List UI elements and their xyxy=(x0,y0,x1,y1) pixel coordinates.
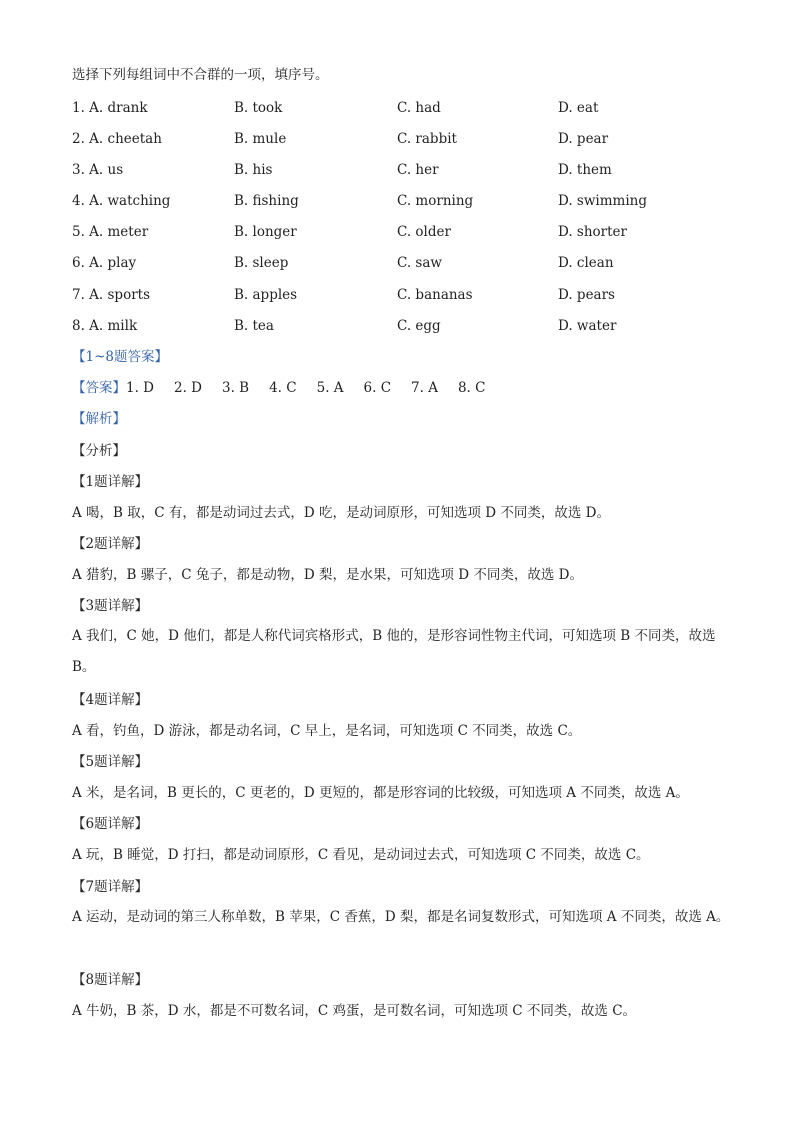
option-c: C. rabbit xyxy=(397,131,457,147)
detail-title: 【6题详解】 xyxy=(72,816,149,832)
option-d: D. shorter xyxy=(558,224,627,240)
answer-label: 【答案】 xyxy=(72,380,126,396)
option-a: 6. A. play xyxy=(72,255,137,271)
option-c: C. older xyxy=(397,224,451,240)
option-a: 7. A. sports xyxy=(72,287,151,303)
option-c: C. egg xyxy=(397,318,441,334)
option-b: B. took xyxy=(234,100,283,116)
option-c: C. morning xyxy=(397,193,474,209)
detail-text: A 我们，C 她，D 他们，都是人称代词宾格形式，B 他的，是形容词性物主代词，可知选项 B 不同类，故选 B。 xyxy=(72,628,716,675)
option-b: B. mule xyxy=(234,131,287,147)
option-a: 8. A. milk xyxy=(72,318,138,334)
detail-text: A 牛奶，B 茶，D 水，都是不可数名词，C 鸡蛋，是可数名词，可知选项 C 不同类，故选 C。 xyxy=(72,1003,637,1019)
answer-item: 4. C xyxy=(269,380,297,396)
detail-title: 【5题详解】 xyxy=(72,754,149,770)
option-d: D. eat xyxy=(558,100,599,116)
detail-text: A 米，是名词，B 更长的，C 更老的，D 更短的，都是形容词的比较级，可知选项 A 不同类，故选 A。 xyxy=(72,785,689,801)
detail-title: 【8题详解】 xyxy=(72,972,149,988)
option-a: 2. A. cheetah xyxy=(72,131,162,147)
answer-item: 8. C xyxy=(457,380,486,396)
answer-header: 【1~8题答案】 xyxy=(72,349,168,365)
option-b: B. apples xyxy=(234,287,298,303)
detail-title: 【1题详解】 xyxy=(72,474,149,490)
answer-item: 3. B xyxy=(222,380,250,396)
answer-item: 2. D xyxy=(174,380,202,396)
answer-item: 6. C xyxy=(363,380,392,396)
analysis-label: 【解析】 xyxy=(72,411,126,427)
option-b: B. sleep xyxy=(234,255,289,271)
option-d: D. water xyxy=(558,318,617,334)
fenxi-label: 【分析】 xyxy=(72,443,126,459)
option-b: B. longer xyxy=(234,224,297,240)
detail-text: A 玩，B 睡觉，D 打扫，都是动词原形，C 看见，是动词过去式，可知选项 C 不同类，故选 C。 xyxy=(72,847,650,863)
option-c: C. bananas xyxy=(397,287,473,303)
option-d: D. pears xyxy=(558,287,615,303)
answer-item: 5. A xyxy=(316,380,344,396)
option-a: 3. A. us xyxy=(72,162,124,178)
option-d: D. them xyxy=(558,162,612,178)
answer-item: 7. A xyxy=(411,380,438,396)
instruction: 选择下列每组词中不合群的一项，填序号。 xyxy=(72,67,329,83)
option-d: D. pear xyxy=(558,131,609,147)
answer-item: 1. D xyxy=(126,380,154,396)
option-b: B. fishing xyxy=(234,193,299,209)
option-c: C. had xyxy=(397,100,441,116)
detail-title: 【2题详解】 xyxy=(72,536,149,552)
option-b: B. his xyxy=(234,162,273,178)
detail-text: A 喝，B 取，C 有，都是动词过去式，D 吃，是动词原形，可知选项 D 不同类，故选 D。 xyxy=(72,505,611,521)
detail-title: 【7题详解】 xyxy=(72,879,149,895)
option-c: C. her xyxy=(397,162,439,178)
detail-title: 【3题详解】 xyxy=(72,598,149,614)
option-b: B. tea xyxy=(234,318,274,334)
answer-line xyxy=(72,379,732,397)
option-a: 5. A. meter xyxy=(72,224,149,240)
detail-text: A 猎豹，B 骡子，C 兔子，都是动物，D 梨，是水果，可知选项 D 不同类，故选 D。 xyxy=(72,567,584,583)
option-d: D. swimming xyxy=(558,193,647,209)
detail-title: 【4题详解】 xyxy=(72,692,149,708)
option-a: 4. A. watching xyxy=(72,193,171,209)
option-d: D. clean xyxy=(558,255,614,271)
option-a: 1. A. drank xyxy=(72,100,148,116)
detail-text: A 看，钓鱼，D 游泳，都是动名词，C 早上，是名词，可知选项 C 不同类，故选 C。 xyxy=(72,723,582,739)
option-c: C. saw xyxy=(397,255,442,271)
detail-text: A 运动，是动词的第三人称单数，B 苹果，C 香蕉，D 梨，都是名词复数形式，可知选项 A 不同类，故选 A。 xyxy=(72,909,730,925)
